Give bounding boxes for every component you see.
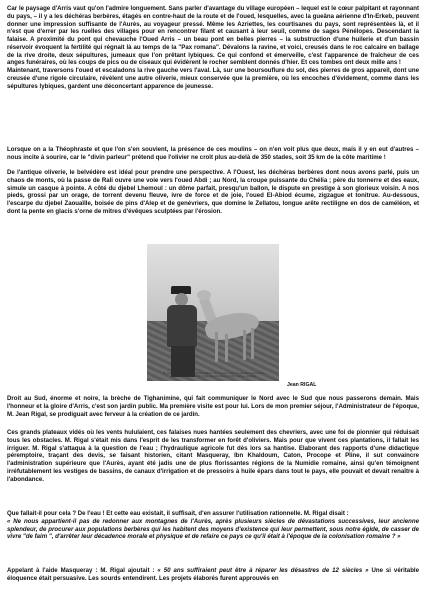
paragraph-masqueray bbox=[7, 567, 419, 583]
paragraph-arris-landscape bbox=[7, 5, 419, 90]
paragraph-text: Car le paysage d'Arris vaut qu'on l'admire longuement. Sans parler d'avantage du village européen – lequel est le cœur palpitant et rayonnant du pays, – il y a les déchéras berbères, étagés en contre-haut de la route et de l'oued, lesquelles, avec la gueâna aérienne d'In-Erkeb, peuvent donner une impression suffisante de l'Aurès, au voyageur pressé. Même les Azriettes, les courtisanes du pays, sont représentées là, et il n'est que d'errer par les ruelles des villages pour en rencontrer filant et causant à leur seuil, comme de sages Pénélopes. Descendant la falaise. A proximité du pont qui chevauche l'Oued Arris – un beau pont en belles pierres – la substruction d'une huilerie et d'un bassin réservoir évoquent la fertilité qui régnait là au temps de la "Pax romana". Dévalons la ravine, et voici, creusés dans le roc calcaire en ballage de la rive droite, deux sépultures, jumeaux que l'on prêtant lybiques. Ce qui confond et émerveille, c'est l'apparence de fraîcheur de ces anges funéraires, où les coups de pics ou de ciseaux qui évidèrent le rocher semblent donnés d'hier. Et ces tombes ont deux mille ans ! bbox=[7, 5, 419, 67]
photo-credit: Jean RIGAL bbox=[287, 382, 317, 388]
paragraph-text: Une si véritable éloquence était persuasive. Les sourds entendirent. Les projets élaborés furent approuvés en bbox=[7, 567, 419, 582]
masqueray-quote: « 50 ans suffiraient peut être à réparer les désastres de 12 siècles » bbox=[157, 567, 372, 574]
paragraph-belvedere: De l'antique oliverie, le belvédère est idéal pour prendre une perspective. A l'Ouest, les déchéras berbères dont nous avons parlé, puis un chaos de monts, où la passe de Rali ouvre une voie vers l'oued Abdi ; au Nord, la croupe puissante du Chélia ; père du tonnerre et des eaux, simule un casque à pointe. A côté du djebel Lhemoul : un dôme parfait, presqu'un ballon, le dispute en prestige à son glorieux voisin. A nos pieds, grossi par un orage, de torrent devenu fleuve, ivre de force et de joie, l'oued El-Abiod écume, zigzague et tonitrue. Au-dessous, l'escarpe du djebel Zaouaïlle, boisée de pins d'Alep et de genévriers, que domine le Zellatou, longue arête rectiligne en dos de caméléon, et dont la pente en glacis s'orne de mitres d'évêques sculptées par l'érosion. bbox=[7, 169, 419, 215]
paragraph-theophraste: Lorsque on a la Théophraste et que l'on s'en souvient, la présence de ces moulins – on n'en voit plus que deux, mais il y en eut d'autres – nous incite à sourire, car le "divin parleur" prétend que l'olivier ne croît plus au-delà de 350 stades, soit 35 km de la côte maritime ! bbox=[7, 146, 419, 161]
photo-jean-rigal-with-gazelle bbox=[147, 244, 279, 381]
paragraph-text: Appelant à l'aide Masqueray : M. Rigal ajoutait : bbox=[7, 567, 158, 574]
paragraph-tighanimine: Droit au Sud, énorme et noire, la brèche de Tighanimine, qui fait communiquer le Nord avec le Sud que nous passerons demain. Mais l'honneur et la gloire d'Arris, c'est son jardin public. Ma première visite est pour lui. Lors de mon premier séjour, l'Administrateur de l'époque, M. Jean Rigal, se prodiguait avec ferveur à la création de ce jardin. bbox=[7, 395, 419, 418]
paragraph-eau bbox=[7, 510, 419, 541]
paragraph-text: Maintenant, traversons l'oued et escaladons la rive gauche vers l'aval. Là, sur une boursouflure du sol, des pierres de gros appareil, dont une creusée d'une rigole circulaire, révèlent une autre oliverie, mieux conservée que la première, où les encoches d'évidement, comme dans les sépultures lybiques, gardent une déconcertant apparence de jeunesse. bbox=[7, 67, 419, 90]
photo-caption: M. Jean RIGAL, ancien administrateur de l'Aurès, avec sa gazelle apprivoisée, photographiée en 1923 près des oliveries d'Arris, Aurès, Algérie. bbox=[162, 372, 266, 379]
paragraph-text: Que fallait-il pour cela ? De l'eau ! Et cette eau existait, il suffisait, d'en assurer l'utilisation rationnelle. M. Rigal disait : bbox=[7, 510, 349, 517]
paragraph-plateaux: Ces grands plateaux vidés où les vents hululaient, ces falaises nues hantées seulement des chevriers, avec une foi de pionnier qui réduisait tous les obstacles. M. Rigal s'était mis dans l'esprit de les transformer en forêt d'oliviers. Mais pour que vivent ces plantations, il fallait les irriguer. M. Rigal s'attaqua à la question de l'eau ; l'hydraulique agricole fut dès lors sa hantise. Elaborant des rapports d'une didactique péremptoire, traçant des devis, se faisant historien, citant Masqueray, Ibn Khaldoum, Caton, Procope et Pline, il sut convaincre l'administration supérieure que l'Aurès, ayant été jadis une de plus florissantes régions de la Numidie romaine, ainsi qu'en témoignent irréfutablement les vestiges de bassins, de canaux d'irrigation et de pressoirs à huile épars dans tout le pays, elle pouvait et devait renaître à l'abondance. bbox=[7, 429, 419, 483]
rigal-quote: « Ne nous appartient-il pas de redonner aux montagnes de l'Aurès, après plusieurs siècles de dévastations successives, leur ancienne splendeur, de procurer aux populations berbères qui les habitent des moyens d'existence qui leur permettent, sous notre égide, de casser de vivre "de faim ", d'arrêter leur décadence morale et physique et de refaire ce pays ce qu'il était à l'époque de la colonisation romaine ? » bbox=[7, 517, 419, 541]
